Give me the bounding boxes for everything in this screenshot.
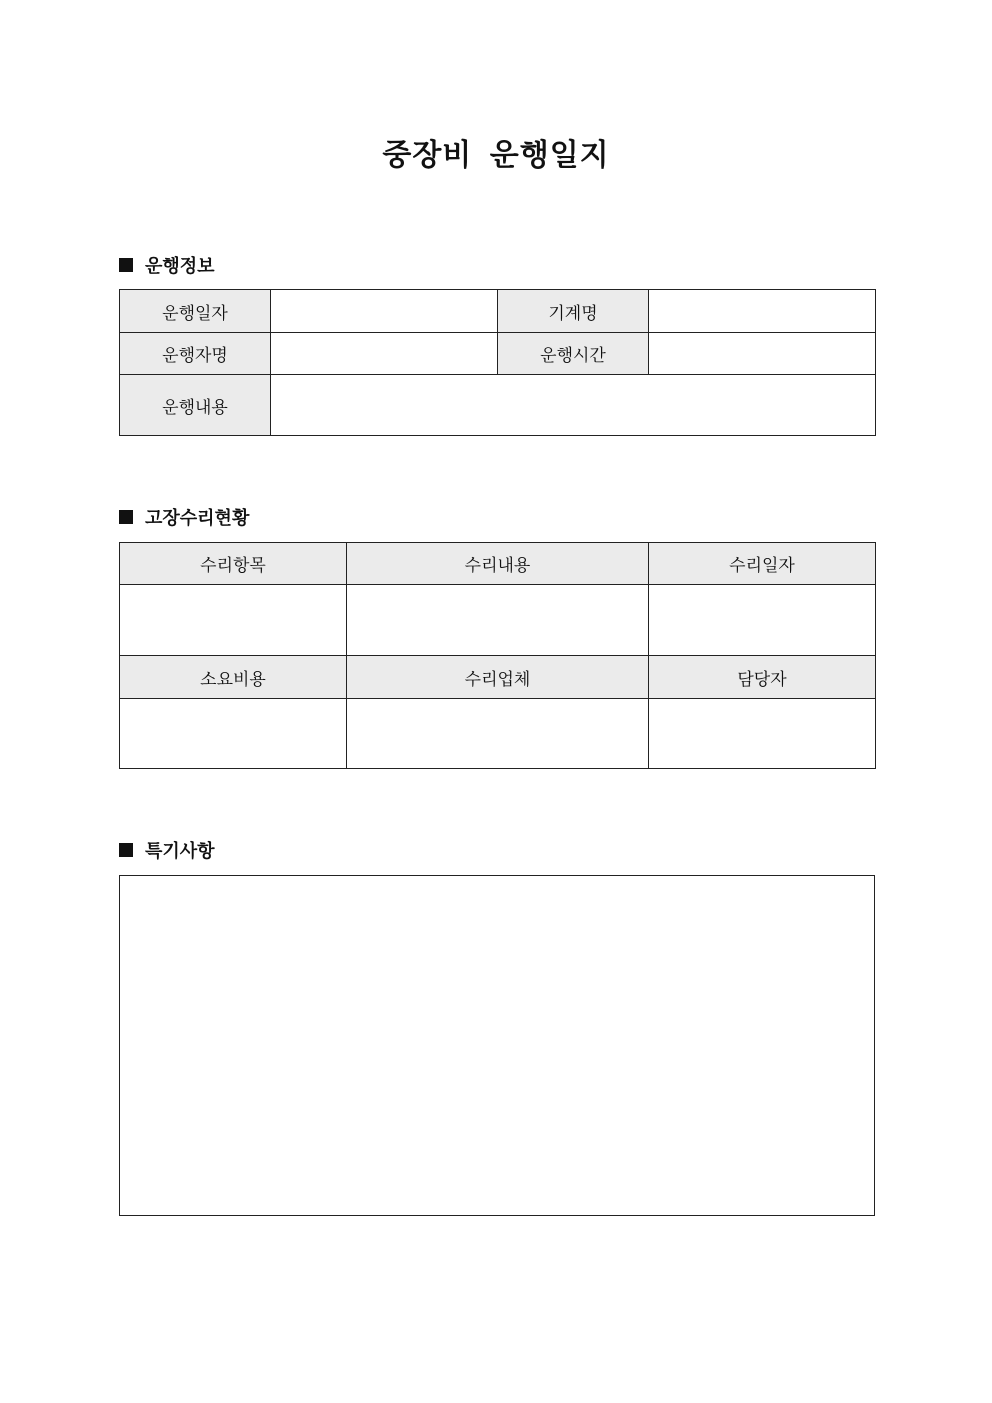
field-repair-date[interactable]: [649, 585, 876, 656]
table-row: [120, 699, 876, 769]
field-machine-name[interactable]: [649, 290, 876, 333]
table-row: [120, 290, 876, 333]
document-title: 중장비 운행일지: [382, 138, 610, 173]
field-repair-content[interactable]: [347, 585, 649, 656]
header-repair-company: 수리업체: [347, 656, 649, 699]
table-row: [120, 543, 876, 585]
repair-status-table: [119, 542, 876, 769]
section-title-repair: 고장수리현황: [145, 508, 250, 529]
label-operation-hours: 운행시간: [498, 333, 649, 375]
header-repair-date: 수리일자: [649, 543, 876, 585]
section-title-operation: 운행정보: [145, 256, 215, 277]
table-row: [120, 656, 876, 699]
operation-info-table: [119, 289, 876, 436]
section-heading-repair: [119, 505, 249, 529]
table-row: [120, 333, 876, 375]
field-operation-date[interactable]: [271, 290, 498, 333]
field-operation-content[interactable]: [271, 375, 876, 436]
field-repair-company[interactable]: [347, 699, 649, 769]
section-title-notes: 특기사항: [145, 841, 215, 862]
square-bullet-icon: [119, 510, 133, 524]
field-repair-item[interactable]: [120, 585, 347, 656]
square-bullet-icon: [119, 258, 133, 272]
header-repair-content: 수리내용: [347, 543, 649, 585]
field-person-in-charge[interactable]: [649, 699, 876, 769]
table-row: [120, 375, 876, 436]
label-operation-content: 운행내용: [120, 375, 271, 436]
section-heading-notes: [119, 838, 215, 862]
header-repair-item: 수리항목: [120, 543, 347, 585]
section-heading-operation: [119, 253, 215, 277]
label-operator-name: 운행자명: [120, 333, 271, 375]
field-operation-hours[interactable]: [649, 333, 876, 375]
field-operator-name[interactable]: [271, 333, 498, 375]
label-machine-name: 기계명: [498, 290, 649, 333]
field-repair-cost[interactable]: [120, 699, 347, 769]
header-person-in-charge: 담당자: [649, 656, 876, 699]
square-bullet-icon: [119, 843, 133, 857]
label-operation-date: 운행일자: [120, 290, 271, 333]
table-row: [120, 585, 876, 656]
special-notes-field[interactable]: [119, 875, 875, 1216]
header-repair-cost: 소요비용: [120, 656, 347, 699]
